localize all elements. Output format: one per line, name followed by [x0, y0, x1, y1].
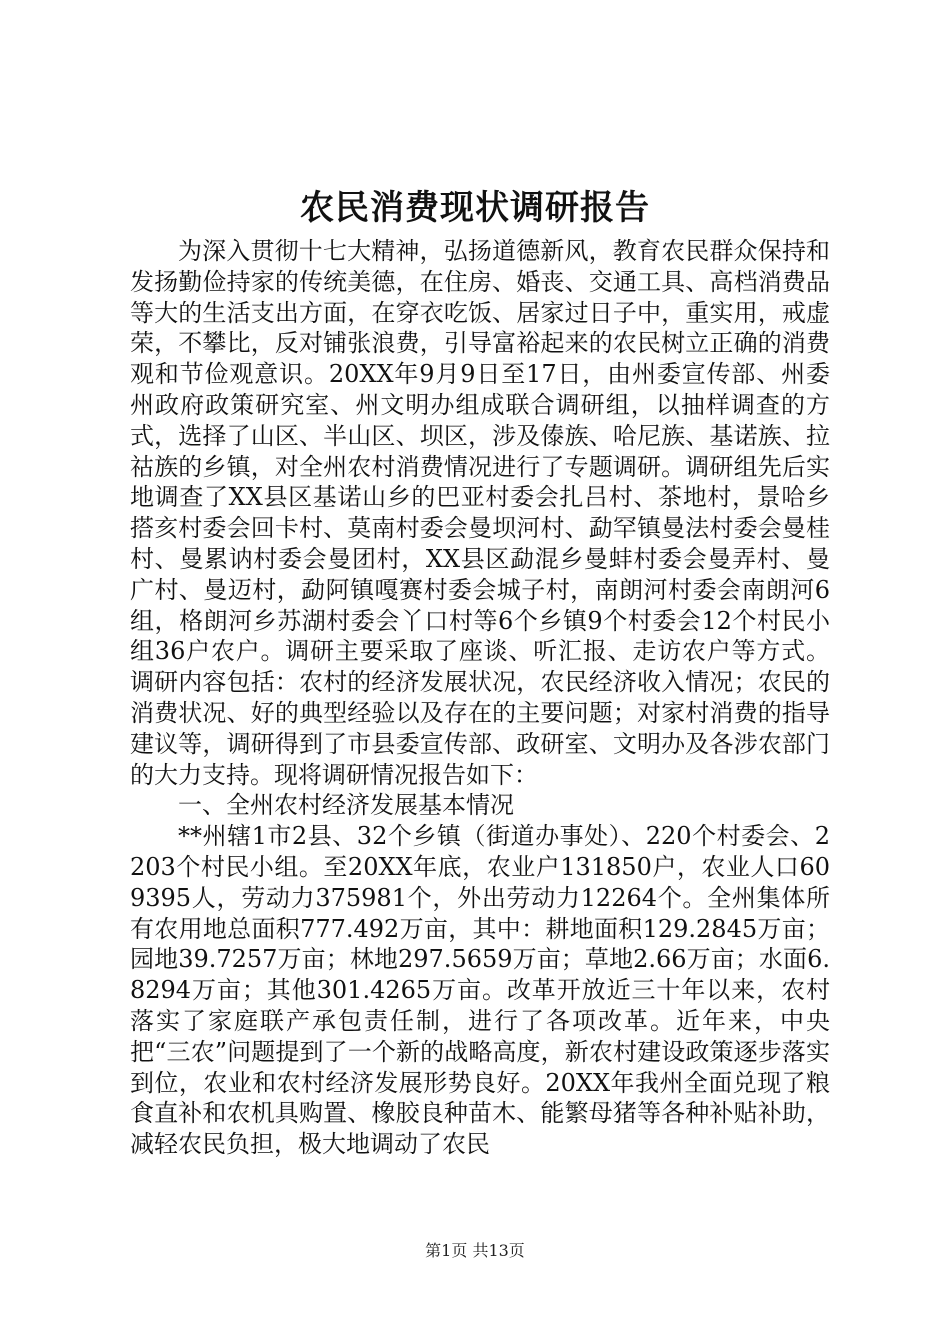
- document-title: 农民消费现状调研报告: [300, 188, 650, 228]
- intro-paragraph: 为深入贯彻十七大精神，弘扬道德新风，教育农民群众保持和发扬勤俭持家的传统美德，在住房、婚丧、交通工具、高档消费品等大的生活支出方面，在穿衣吃饭、居家过日子中，重实用，戒虚荣，不攀比，反对铺张浪费，引导富裕起来的农民树立正确的消费观和节俭观意识。20XX年9月9日至17日，由州委宣传部、州委州政府政策研究室、州文明办组成联合调研组，以抽样调查的方式，选择了山区、半山区、坝区，涉及傣族、哈尼族、基诺族、拉祜族的乡镇，对全州农村消费情况进行了专题调研。调研组先后实地调查了XX县区基诺山乡的巴亚村委会扎吕村、茶地村，景哈乡搭亥村委会回卡村、莫南村委会曼坝河村、勐罕镇曼法村委会曼桂村、曼累讷村委会曼团村，XX县区勐混乡曼蚌村委会曼弄村、曼广村、曼迈村，勐阿镇嘎赛村委会城子村，南朗河村委会南朗河6组，格朗河乡苏湖村委会丫口村等6个乡镇9个村委会12个村民小组36户农户。调研主要采取了座谈、听汇报、走访农户等方式。调研内容包括：农村的经济发展状况，农民经济收入情况；农民的消费状况、好的典型经验以及存在的主要问题；对家村消费的指导建议等，调研得到了市县委宣传部、政研室、文明办及各涉农部门的大力支持。现将调研情况报告如下：: [130, 237, 830, 789]
- section-paragraph: **州辖1市2县、32个乡镇（街道办事处）、220个村委会、2203个村民小组。至20XX年底，农业户131850户，农业人口609395人，劳动力375981个，外出劳动力12264个。全州集体所有农用地总面积777.492万亩，其中：耕地面积129.2845万亩；园地39.7257万亩；林地297.5659万亩；草地2.66万亩；水面6.8294万亩；其他301.4265万亩。改革开放近三十年以来，农村落实了家庭联产承包责任制，进行了各项改革。近年来，中央把“三农”问题提到了一个新的战略高度，新农村建设政策逐步落实到位，农业和农村经济发展形势良好。20XX年我州全面兑现了粮食直补和农机具购置、橡胶良种苗木、能繁母猪等各种补贴补助，减轻农民负担，极大地调动了农民: [130, 822, 830, 1159]
- page-number-footer: 第1页 共13页: [425, 1241, 525, 1260]
- document-body: [130, 236, 830, 1160]
- section-heading: 一、全州农村经济发展基本情况: [178, 791, 514, 820]
